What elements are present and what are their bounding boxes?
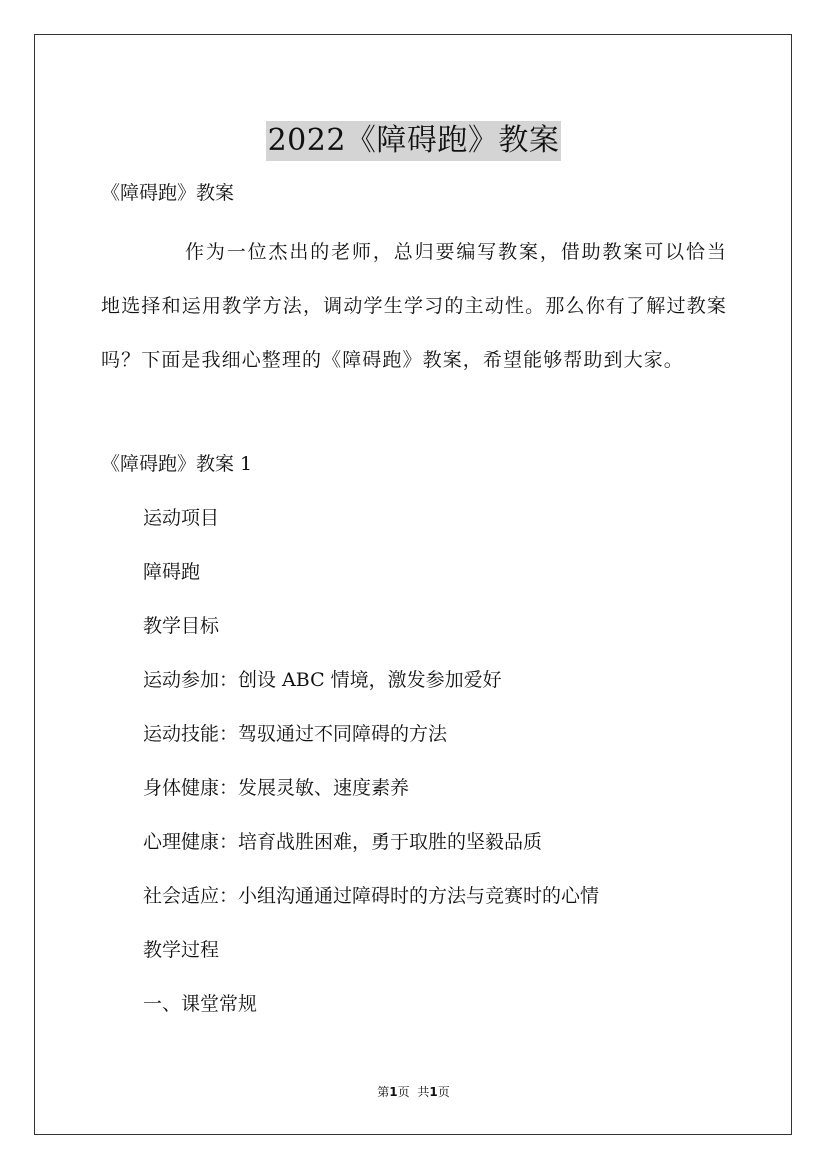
item-sport-value: 障碍跑	[143, 561, 201, 583]
intro-paragraph: 作为一位杰出的老师，总归要编写教案，借助教案可以恰当地选择和运用教学方法，调动学生学习的主动性。那么你有了解过教案吗？下面是我细心整理的《障碍跑》教案，希望能够帮助到大家。	[101, 241, 727, 371]
footer-page-suffix: 页	[397, 1085, 410, 1099]
item-goal-social: 社会适应：小组沟通通过障碍时的方法与竞赛时的心情	[143, 885, 600, 907]
footer-total-suffix: 页	[437, 1085, 450, 1099]
footer-page-number: 1	[389, 1085, 398, 1099]
footer-total-prefix: 共	[417, 1085, 430, 1099]
document-title: 2022《障碍跑》教案	[266, 121, 562, 161]
item-goals-label: 教学目标	[143, 615, 220, 637]
item-goal-physical: 身体健康：发展灵敏、速度素养	[143, 777, 410, 799]
item-sport-label: 运动项目	[143, 507, 220, 529]
document-subtitle: 《障碍跑》教案	[101, 182, 235, 204]
footer-total-number: 1	[429, 1085, 438, 1099]
item-process-label: 教学过程	[143, 939, 220, 961]
item-process-step-1: 一、课堂常规	[143, 993, 258, 1015]
section-heading: 《障碍跑》教案 1	[101, 453, 253, 475]
item-goal-mental: 心理健康：培育战胜困难，勇于取胜的坚毅品质	[143, 831, 543, 853]
title-container	[0, 101, 827, 181]
footer-page-prefix: 第	[377, 1085, 390, 1099]
item-goal-participation: 运动参加：创设 ABC 情境，激发参加爱好	[143, 669, 502, 691]
page-footer	[0, 1084, 827, 1100]
item-goal-skill: 运动技能：驾驭通过不同障碍的方法	[143, 723, 448, 745]
